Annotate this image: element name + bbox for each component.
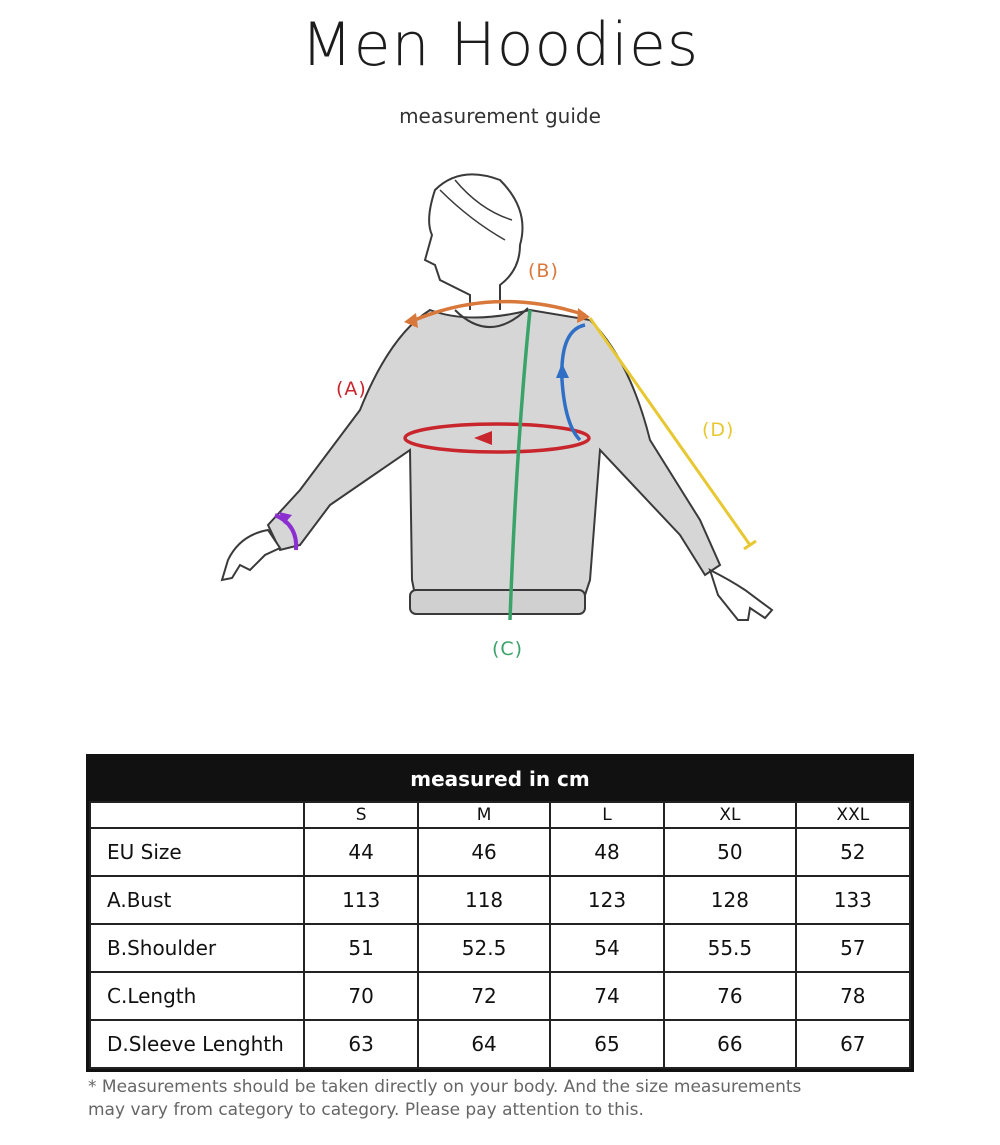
table-cell: 66: [664, 1020, 796, 1068]
table-row: [90, 876, 910, 924]
table-cell: 54: [550, 924, 664, 972]
head-outline: [425, 174, 523, 310]
table-cell: 50: [664, 828, 796, 876]
row-label: C.Length: [90, 972, 304, 1020]
table-row: [90, 924, 910, 972]
page-subtitle: measurement guide: [399, 104, 601, 128]
row-label: D.Sleeve Lenghth: [90, 1020, 304, 1068]
label-d: (D): [702, 419, 735, 441]
label-b: (B): [528, 260, 559, 282]
footnote: [88, 1076, 918, 1122]
label-a: (A): [336, 378, 367, 400]
table-row: [90, 828, 910, 876]
hoodie-hem: [410, 590, 585, 614]
table-cell: 67: [796, 1020, 910, 1068]
table-cell: 48: [550, 828, 664, 876]
footnote-line-1: * Measurements should be taken directly on your body. And the size measurements: [88, 1077, 802, 1097]
table-cell: 52.5: [418, 924, 550, 972]
label-c: (C): [492, 638, 524, 660]
hoodie-measurement-illustration: [0, 150, 1000, 680]
size-header-cell: XL: [664, 802, 796, 828]
table-cell: 64: [418, 1020, 550, 1068]
size-chart: [86, 754, 914, 1072]
table-cell: 55.5: [664, 924, 796, 972]
table-cell: 63: [304, 1020, 418, 1068]
row-label: B.Shoulder: [90, 924, 304, 972]
table-cell: 51: [304, 924, 418, 972]
table-cell: 118: [418, 876, 550, 924]
table-cell: 76: [664, 972, 796, 1020]
row-label: A.Bust: [90, 876, 304, 924]
table-cell: 44: [304, 828, 418, 876]
table-cell: 57: [796, 924, 910, 972]
table-row: [90, 972, 910, 1020]
size-header-cell: M: [418, 802, 550, 828]
table-cell: 52: [796, 828, 910, 876]
table-row: [90, 1020, 910, 1068]
table-cell: 128: [664, 876, 796, 924]
left-hand: [222, 530, 280, 580]
size-chart-caption: measured in cm: [89, 757, 911, 801]
footnote-line-2: may vary from category to category. Please pay attention to this.: [88, 1100, 644, 1120]
table-cell: 123: [550, 876, 664, 924]
size-chart-table: [89, 801, 911, 1069]
table-cell: 65: [550, 1020, 664, 1068]
table-cell: 72: [418, 972, 550, 1020]
sleeve-end-tick: [744, 541, 756, 549]
size-header-cell: L: [550, 802, 664, 828]
table-cell: 133: [796, 876, 910, 924]
size-header-cell: XXL: [796, 802, 910, 828]
table-cell: 70: [304, 972, 418, 1020]
page-title: Men Hoodies: [300, 10, 700, 80]
size-header-corner: [90, 802, 304, 828]
table-cell: 46: [418, 828, 550, 876]
row-label: EU Size: [90, 828, 304, 876]
size-header-row: [90, 802, 910, 828]
table-cell: 78: [796, 972, 910, 1020]
table-cell: 74: [550, 972, 664, 1020]
size-header-cell: S: [304, 802, 418, 828]
right-hand: [710, 570, 772, 620]
table-cell: 113: [304, 876, 418, 924]
